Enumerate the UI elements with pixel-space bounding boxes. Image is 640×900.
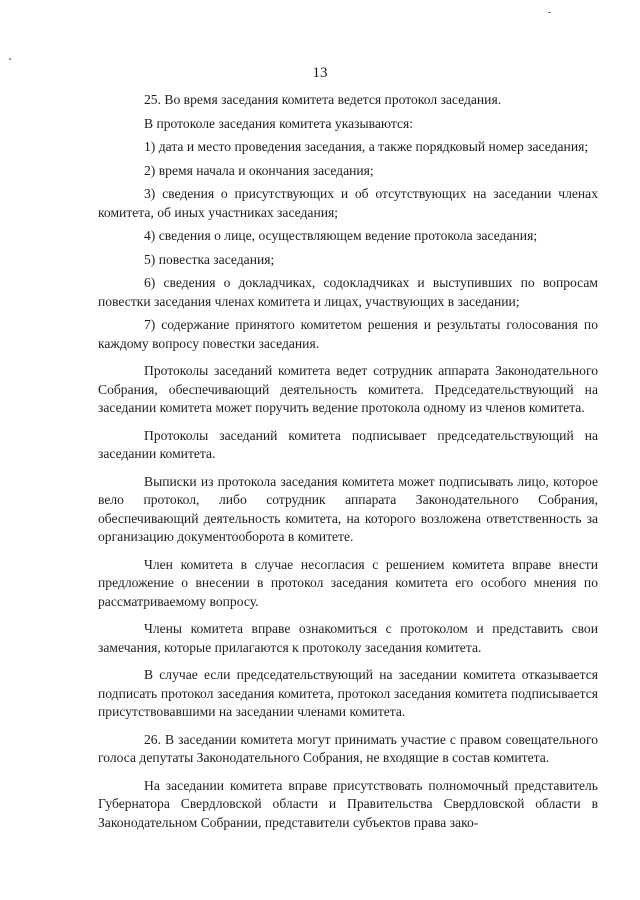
paragraph-protocol-signature: Протоколы заседаний комитета подписывает председательствующий на заседании комитета. [98,427,598,461]
scan-speck [548,12,551,13]
paragraph-protocol-contents: В протоколе заседания комитета указываются: [144,115,414,131]
paragraph-protocol-keeper: Протоколы заседаний комитета ведет сотрудник аппарата Законодательного Собрания, обеспечивающий деятельность комитета. Председательствующий на заседании комитета может поручить ведение протокола одному из членов комитета. [98,363,598,415]
paragraph-protocol-extracts: Выписки из протокола заседания комитета может подписывать лицо, которое вело протокол, либо сотрудник аппарата Законодательного Собрания, обеспечивающий деятельность комитета, на которого возложена ответственность за организацию документооборота в комитете. [98,473,598,544]
paragraph-item-26-participation: 26. В заседании комитета могут принимать участие с правом совещательного голоса депутаты Законодательного Собрания, не входящие в состав комитета. [98,731,598,765]
paragraph-attendance-representatives: На заседании комитета вправе присутствовать полномочный представитель Губернатора Свердловской области и Правительства Свердловской области в Законодательном Собрании, представители субъектов права зако- [98,777,598,830]
document-body [98,91,598,837]
list-item-1-date-place: 1) дата и место проведения заседания, а также порядковый номер заседания; [144,139,589,154]
paragraph-review-remarks: Члены комитета вправе ознакомиться с протоколом и представить свои замечания, которые прилагаются к протоколу заседания комитета. [98,621,598,655]
list-item-4-recorder: 4) сведения о лице, осуществляющем ведение протокола заседания; [144,228,538,243]
list-item-7-decision: 7) содержание принятого комитетом решения и результаты голосования по каждому вопросу повестки заседания. [98,317,598,351]
list-item-6-speakers: 6) сведения о докладчиках, содокладчиках и выступивших по вопросам повестки заседания членах комитета и лицах, участвующих в заседании; [98,275,598,309]
page-number: 13 [312,65,328,81]
paragraph-dissenting-opinion: Член комитета в случае несогласия с решением комитета вправе внести предложение о внесении в протокол заседания комитета его особого мнения по рассматриваемому вопросу. [98,556,598,609]
paragraph-item-25-intro: 25. Во время заседания комитета ведется протокол заседания. [144,92,502,107]
paragraph-refusal-to-sign: В случае если председательствующий на заседании комитета отказывается подписать протокол заседания комитета, протокол заседания комитета подписывается присутствовавшими на заседании членами комитета. [98,667,598,719]
list-item-3-attendance: 3) сведения о присутствующих и об отсутствующих на заседании членах комитета, об иных участниках заседания; [98,186,598,220]
scan-speck [9,58,11,60]
list-item-5-agenda: 5) повестка заседания; [144,251,275,267]
list-item-2-time: 2) время начала и окончания заседания; [144,162,374,178]
